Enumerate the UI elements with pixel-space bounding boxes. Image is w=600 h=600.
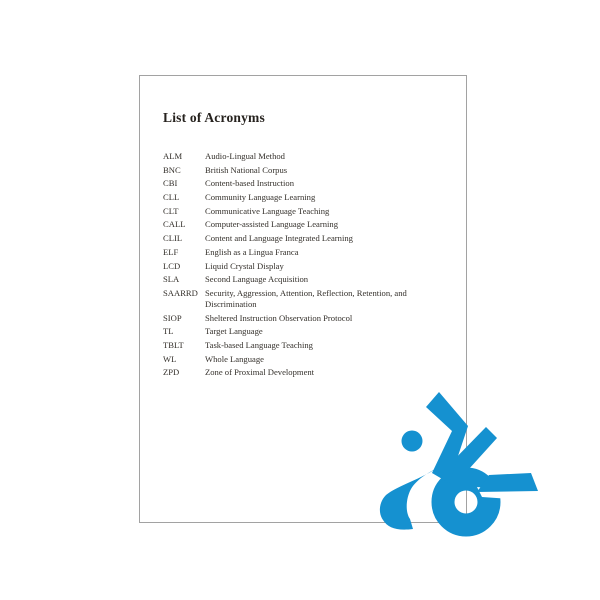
acronym-row [163, 326, 453, 337]
acronym-list [163, 151, 453, 381]
acronym-abbr: ALM [163, 151, 183, 161]
acronym-row [163, 313, 453, 324]
acronym-definition: Audio-Lingual Method [205, 151, 285, 161]
acronym-row [163, 233, 453, 244]
acronym-row [163, 247, 453, 258]
acronym-definition: Security, Aggression, Attention, Reflection, Retention, and Discrimination [205, 287, 407, 309]
acronym-definition: English as a Lingua Franca [205, 246, 299, 257]
acronym-row [163, 367, 453, 378]
acronym-row [163, 354, 453, 365]
acronym-row [163, 274, 453, 285]
acronym-abbr: CBI [163, 178, 178, 189]
acronym-definition: Zone of Proximal Development [205, 367, 315, 378]
publisher-logo-watermark [373, 388, 538, 563]
acronym-definition: Liquid Crystal Display [205, 260, 284, 271]
acronym-definition: Computer-assisted Language Learning [205, 219, 338, 230]
acronym-definition: Second Language Acquisition [205, 274, 309, 285]
acronym-definition: Content and Language Integrated Learning [205, 233, 353, 244]
acronym-row [163, 340, 453, 351]
acronym-definition: Communicative Language Teaching [205, 205, 330, 216]
acronym-abbr: LCD [163, 260, 181, 271]
acronym-definition: British National Corpus [205, 164, 288, 175]
logo-dot [402, 431, 423, 452]
acronym-abbr: CLL [163, 192, 180, 203]
acronym-abbr: TBLT [163, 339, 184, 350]
acronym-row [163, 288, 453, 310]
acronym-row [163, 151, 453, 162]
acronym-row [163, 219, 453, 230]
acronym-row [163, 206, 453, 217]
acronym-abbr: CLIL [163, 233, 183, 244]
acronym-abbr: CLT [163, 205, 179, 216]
logo-swoosh [380, 468, 437, 530]
acronym-abbr: BNC [163, 164, 181, 175]
acronym-row [163, 178, 453, 189]
acronym-row [163, 165, 453, 176]
acronym-definition: Task-based Language Teaching [205, 339, 313, 350]
acronym-row [163, 261, 453, 272]
acronym-abbr: SIOP [163, 312, 182, 323]
acronym-abbr: WL [163, 353, 177, 364]
acronym-abbr: SAARRD [163, 287, 198, 298]
acronym-definition: Sheltered Instruction Observation Protocol [205, 312, 353, 323]
acronym-abbr: ZPD [163, 367, 180, 378]
acronym-definition: Content-based Instruction [205, 178, 295, 189]
page-title: List of Acronyms [163, 110, 265, 125]
acronym-abbr: TL [163, 326, 174, 337]
acronym-abbr: CALL [163, 219, 186, 230]
acronym-definition: Community Language Learning [205, 192, 316, 203]
acronym-abbr: ELF [163, 246, 179, 257]
acronym-abbr: SLA [163, 274, 180, 285]
acronym-row [163, 192, 453, 203]
acronym-definition: Whole Language [205, 353, 264, 364]
acronym-definition: Target Language [205, 326, 263, 337]
